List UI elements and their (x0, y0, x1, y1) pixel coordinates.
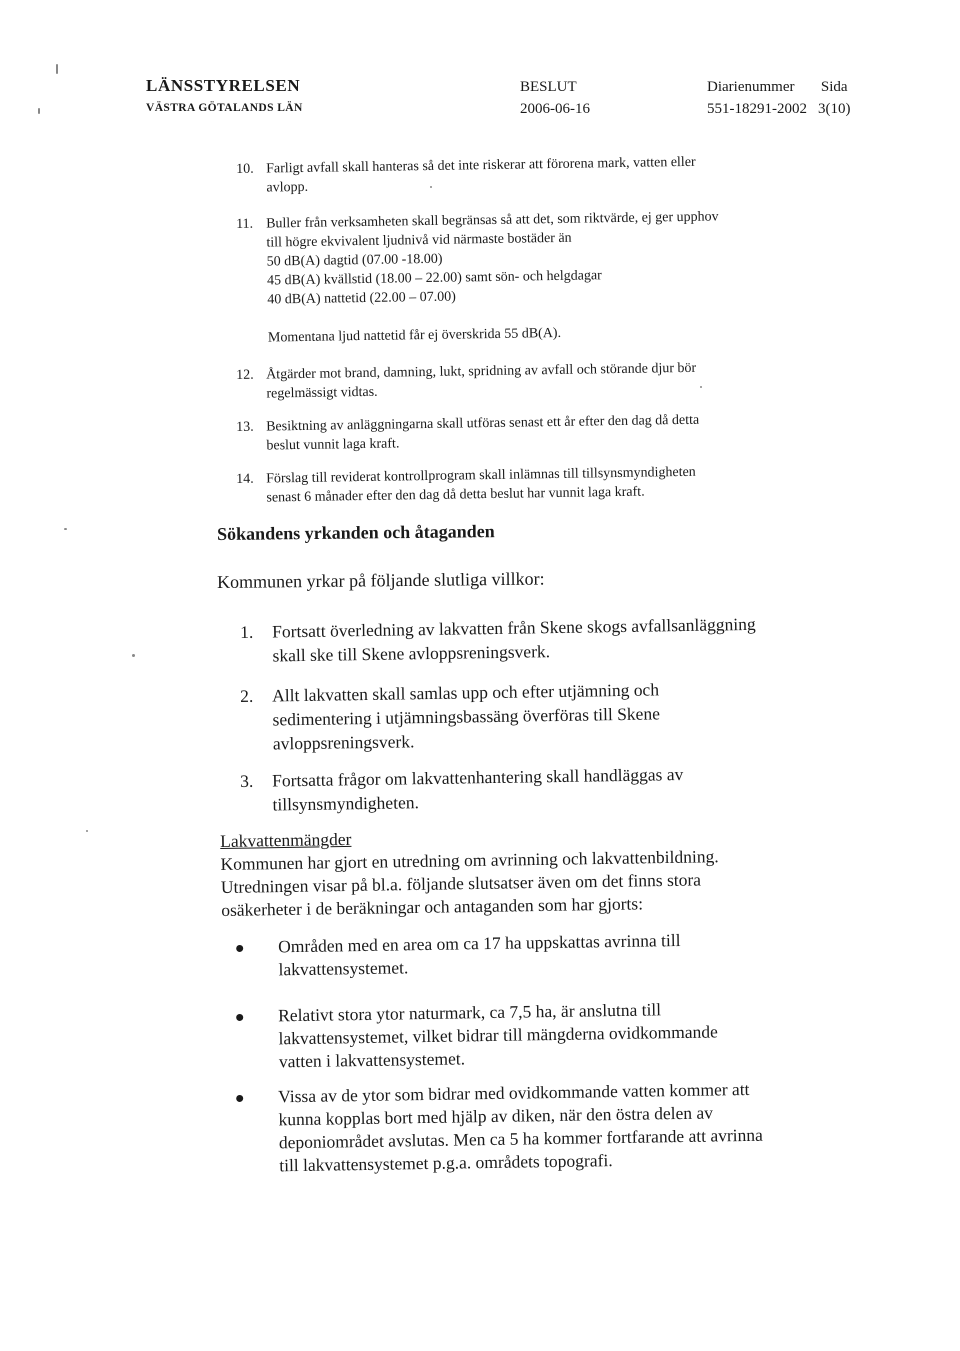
authority-county: VÄSTRA GÖTALANDS LÄN (146, 102, 303, 114)
item-line: skall ske till Skene avloppsreningsverk. (272, 641, 551, 666)
bullet-icon (236, 945, 243, 952)
page-number: 3(10) (818, 101, 851, 117)
condition-number: 12. (236, 367, 254, 383)
condition-item (236, 462, 777, 508)
registration-block (707, 76, 807, 120)
bullet-line: vatten i lakvattensystemet. (278, 1048, 466, 1072)
condition-number: 10. (236, 161, 254, 177)
bullet-icon (236, 1014, 243, 1021)
registration-number: 551-18291-2002 (707, 101, 807, 117)
bullet-line: lakvattensystemet, vilket bidrar till mängderna ovidkommande (278, 1021, 718, 1049)
scan-speck (132, 654, 135, 657)
section-intro: Kommunen yrkar på följande slutliga villkor: (217, 568, 545, 592)
scan-speck (56, 64, 58, 74)
item-line: avloppsreningsverk. (272, 731, 415, 754)
condition-number: 11. (236, 216, 254, 232)
item-line: sedimentering i utjämningsbassäng överföras till Skene (272, 703, 661, 730)
condition-number: 13. (236, 419, 254, 435)
condition-item (236, 207, 778, 348)
item-number: 1. (240, 621, 254, 642)
bullet-line: deponiområdet avslutas. Men ca 5 ha kommer fortfarande att avrinna (278, 1124, 763, 1153)
page-label: Sida (820, 79, 848, 95)
condition-line: Åtgärder mot brand, damning, lukt, spridning av avfall och störande djur bör (266, 360, 697, 383)
scan-speck (430, 186, 432, 188)
condition-line: till högre ekvivalent ljudnivå vid närmaste bostäder än (266, 230, 572, 251)
condition-item (236, 410, 777, 456)
condition-line: beslut vunnit laga kraft. (266, 436, 400, 454)
section-heading: Sökandens yrkanden och åtaganden (217, 521, 495, 544)
paragraph-line: Utredningen visar på bl.a. följande slutsatser även om det finns stora (220, 869, 702, 897)
scan-speck (38, 108, 40, 114)
condition-line: 45 dB(A) kvällstid (18.00 – 22.00) samt sön- och helgdagar (266, 268, 602, 289)
scan-speck (700, 386, 702, 388)
bullet-line: Relativt stora ytor naturmark, ca 7,5 ha, är anslutna till (278, 999, 662, 1026)
scan-speck (64, 528, 67, 530)
item-number: 2. (240, 685, 254, 706)
decision-date: 2006-06-16 (520, 101, 590, 117)
decision-block (520, 76, 590, 120)
item-line: Fortsatta frågor om lakvattenhantering skall handläggas av (272, 764, 684, 791)
bullet-line: till lakvattensystemet p.g.a. områdets topografi. (279, 1150, 613, 1176)
condition-line: 50 dB(A) dagtid (07.00 -18.00) (266, 251, 443, 270)
bullet-line: Vissa av de ytor som bidrar med ovidkommande vatten kommer att (278, 1078, 750, 1107)
condition-line: Buller från verksamheten skall begränsas så att det, som riktvärde, ej ger upphov (266, 209, 719, 232)
condition-number: 14. (236, 471, 254, 487)
condition-line: Farligt avfall skall hanteras så det inte riskerar att förorena mark, vatten eller (266, 154, 696, 177)
condition-line: Besiktning av anläggningarna skall utföras senast ett år efter den dag då detta (266, 412, 700, 435)
page-number-block (818, 76, 851, 120)
list-item (240, 675, 801, 756)
item-line: Fortsatt överledning av lakvatten från Skene skogs avfallsanläggning (272, 613, 756, 642)
condition-line: regelmässigt vidtas. (266, 384, 378, 402)
list-item (240, 611, 801, 668)
section-subtitle: Lakvattenmängder (220, 828, 352, 851)
lakvatten-section (220, 821, 781, 922)
document-type: BESLUT (520, 79, 577, 95)
condition-line: senast 6 månader efter den dag då detta beslut har vunnit laga kraft. (266, 484, 645, 506)
condition-item (236, 152, 777, 198)
item-number: 3. (240, 770, 254, 791)
condition-line: avlopp. (266, 179, 309, 196)
bullet-line: kunna kopplas bort med hjälp av diken, när den östra delen av (278, 1102, 714, 1130)
condition-line: 40 dB(A) nattetid (22.00 – 07.00) (267, 289, 457, 308)
item-line: Allt lakvatten skall samlas upp och efter utjämning och (272, 679, 660, 706)
condition-item (236, 358, 777, 404)
bullet-line: lakvattensystemet. (278, 957, 409, 980)
condition-line: Momentana ljud nattetid får ej överskrida 55 dB(A). (267, 325, 562, 346)
paragraph-line: Kommunen har gjort en utredning om avrinning och lakvattenbildning. (220, 846, 719, 874)
paragraph-line: osäkerheter i de beräkningar och antaganden som har gjorts: (221, 893, 644, 920)
item-line: tillsynsmyndigheten. (272, 792, 420, 815)
list-item (240, 760, 801, 817)
bullet-line: Områden med en area om ca 17 ha uppskattas avrinna till (278, 930, 681, 957)
bullet-item (236, 927, 797, 982)
authority-name: LÄNSSTYRELSEN (146, 76, 301, 95)
bullet-item (236, 996, 797, 1074)
scan-speck (86, 830, 88, 832)
bullet-item (236, 1077, 797, 1178)
registration-label: Diarienummer (707, 79, 795, 95)
authority-block (146, 76, 303, 114)
condition-line: Förslag till reviderat kontrollprogram skall inlämnas till tillsynsmyndigheten (266, 464, 696, 487)
bullet-icon (236, 1095, 243, 1102)
